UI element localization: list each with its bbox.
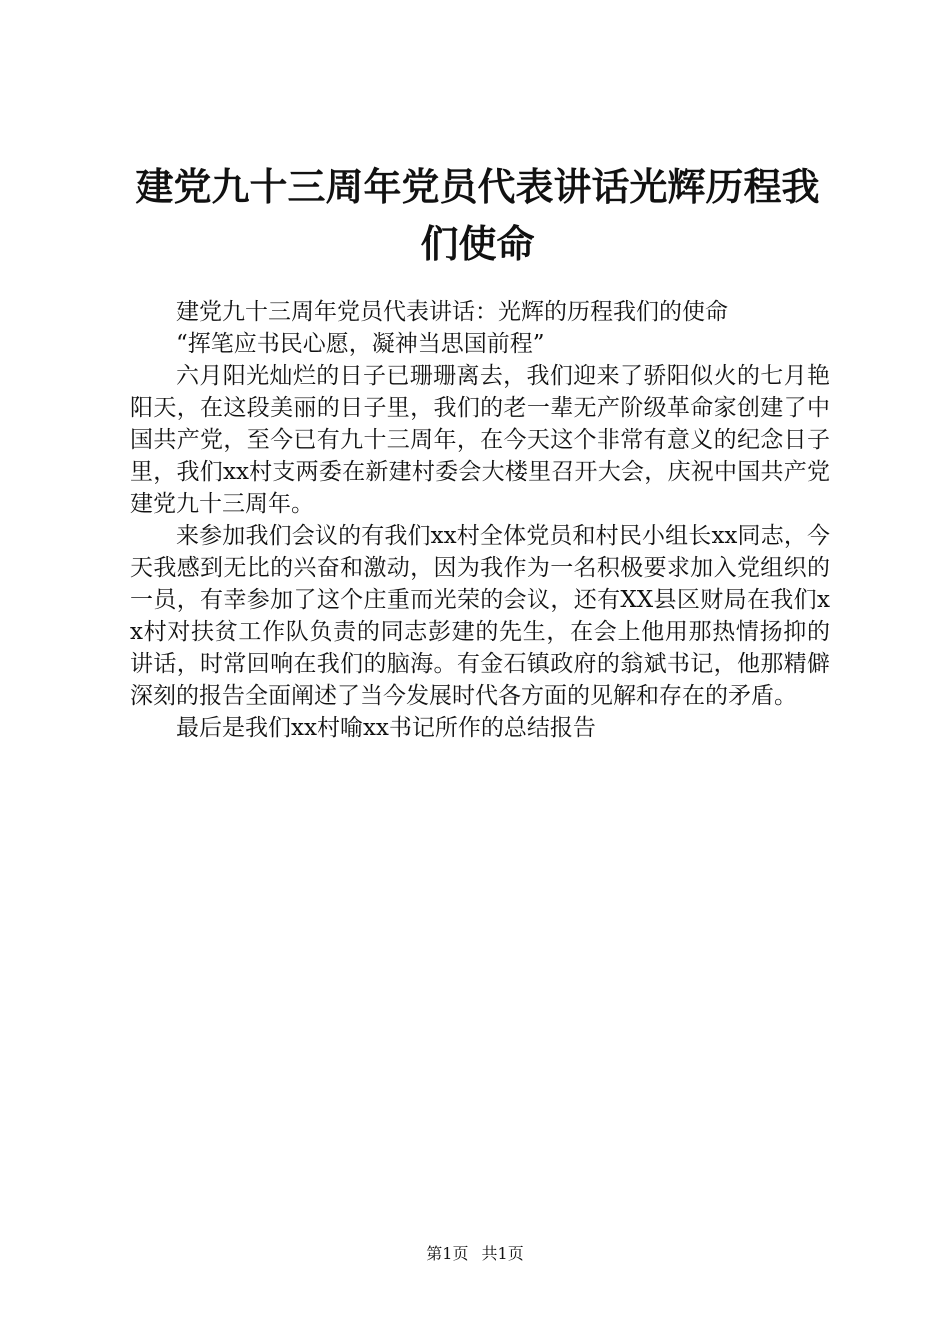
document-title: 建党九十三周年党员代表讲话光辉历程我们使命 <box>135 164 820 266</box>
document-body <box>130 296 830 744</box>
paragraph-body: 来参加我们会议的有我们xx村全体党员和村民小组长xx同志，今天我感到无比的兴奋和激动，因为我作为一名积极要求加入党组织的一员，有幸参加了这个庄重而光荣的会议，还有XX县区财局在我们xx村对扶贫工作队负责的同志彭建的先生，在会上他用那热情扬抑的讲话，时常回响在我们的脑海。有金石镇政府的翁斌书记，他那精僻深刻的报告全面阐述了当今发展时代各方面的见解和存在的矛盾。 <box>130 523 830 709</box>
paragraph-quote: “挥笔应书民心愿，凝神当思国前程” <box>176 331 545 357</box>
page-number: 第1页 <box>426 1244 469 1263</box>
paragraph-body: 六月阳光灿烂的日子已珊珊离去，我们迎来了骄阳似火的七月艳阳天，在这段美丽的日子里，我们的老一辈无产阶级革命家创建了中国共产党，至今已有九十三周年，在今天这个非常有意义的纪念日子里，我们xx村支两委在新建村委会大楼里召开大会，庆祝中国共产党建党九十三周年。 <box>130 363 830 517</box>
page-footer <box>0 1244 950 1264</box>
paragraph-body: 最后是我们xx村喻xx书记所作的总结报告 <box>176 715 596 741</box>
paragraph-subtitle: 建党九十三周年党员代表讲话：光辉的历程我们的使命 <box>176 299 728 325</box>
page-total: 共1页 <box>481 1244 524 1263</box>
